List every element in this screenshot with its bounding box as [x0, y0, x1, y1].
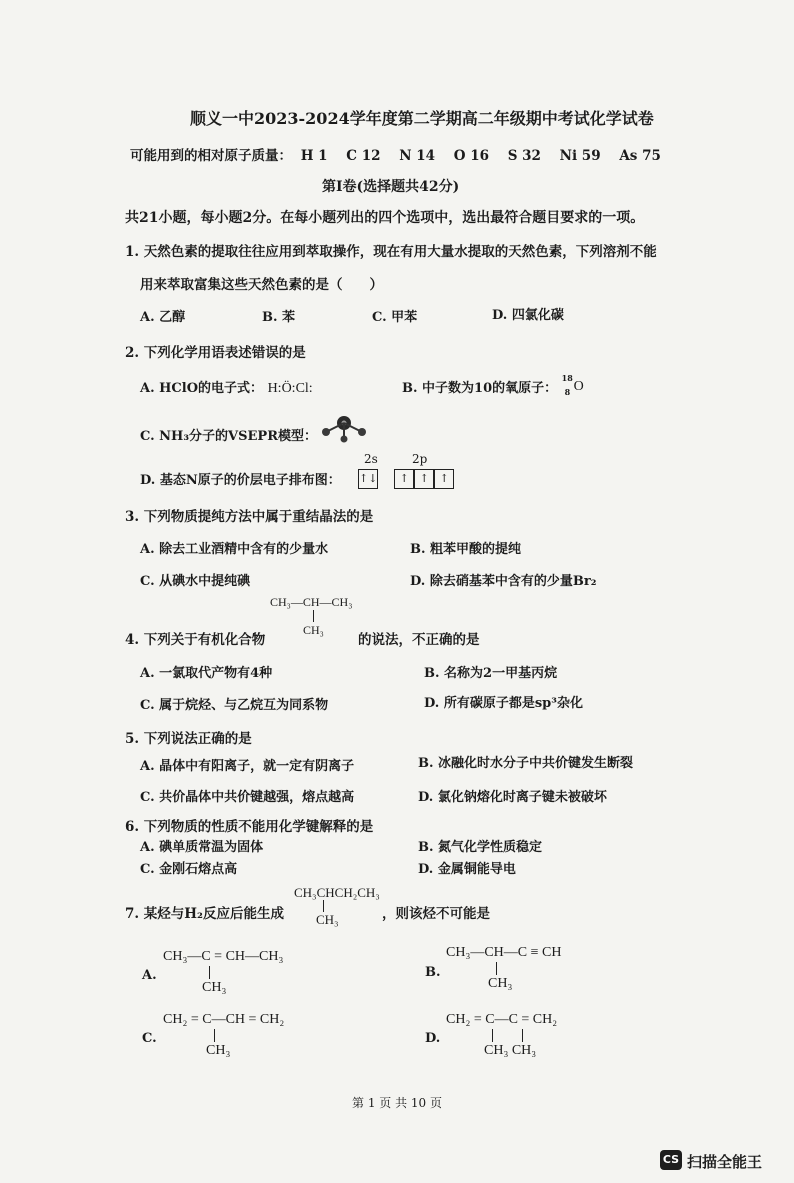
q4-stem-b: 的说法，不正确的是 [358, 632, 480, 648]
q5-option-a: A. 晶体中有阳离子，就一定有阴离子 [140, 759, 355, 774]
q4-option-b: B. 名称为2一甲基丙烷 [424, 666, 558, 681]
orbital-box-2p-2: ↑ [414, 469, 434, 489]
q1-line2: 用来萃取富集这些天然色素的是（ ） [140, 277, 383, 293]
q7-option-b-substituent: CH₃ [488, 976, 513, 991]
mass-ni: Ni 59 [559, 148, 601, 164]
q2-option-a [140, 377, 313, 397]
orbital-2s-label: 2s [364, 452, 378, 466]
q7-option-d-label: D. [425, 1031, 441, 1046]
orbital-box-2p-1: ↑ [394, 469, 414, 489]
q7-option-a-substituent: CH₃ [202, 980, 227, 995]
q2-option-b [402, 372, 588, 399]
q5-stem: 5. 下列说法正确的是 [125, 731, 252, 747]
atomic-masses [130, 144, 675, 164]
q1-option-a: A. 乙醇 [140, 310, 186, 325]
q7-option-b-label: B. [425, 965, 441, 980]
mass-c: C 12 [346, 148, 381, 164]
q2-option-b-label: B. 中子数为10的氧原子： [402, 381, 558, 396]
q7-option-d-structure: CH₂ = C—C = CH₂ [446, 1012, 558, 1027]
q7-option-d-substituents: CH₃ CH₃ [484, 1043, 537, 1058]
q5-option-d: D. 氯化钠熔化时离子键未被破坏 [418, 790, 607, 805]
q7-option-c-label: C. [142, 1031, 157, 1046]
q4-stem-a: 4. 下列关于有机化合物 [125, 632, 266, 648]
q7-stem-b: ，则该烃不可能是 [382, 906, 490, 922]
q7-option-b-structure: CH₃—CH—C ≡ CH [446, 945, 562, 960]
q6-option-d: D. 金属铜能导电 [418, 862, 516, 877]
page-number: 第 1 页 共 10 页 [352, 1096, 442, 1110]
q1-option-c: C. 甲苯 [372, 310, 418, 325]
q1-option-d: D. 四氯化碳 [492, 308, 564, 323]
q7-product-bond [323, 900, 324, 912]
camscanner-watermark: 扫描全能王 [687, 1153, 763, 1171]
q4-structure-top: CH₃—CH—CH₃ [270, 595, 353, 609]
q1-line1: 1. 天然色素的提取往往应用到萃取操作，现在有用大量水提取的天然色素，下列溶剂不能 [125, 244, 657, 260]
q7-option-b-bond [496, 962, 497, 975]
isotope-atomic-number: 8 [564, 386, 571, 397]
q7-option-a-bond [209, 966, 210, 979]
q6-option-c: C. 金刚石熔点高 [140, 862, 238, 877]
isotope-symbol: O [573, 378, 584, 394]
mass-h: H 1 [300, 148, 328, 164]
q6-stem: 6. 下列物质的性质不能用化学键解释的是 [125, 819, 374, 835]
q7-option-c-bond [214, 1029, 215, 1042]
q7-stem-a: 7. 某烃与H₂反应后能生成 [125, 906, 284, 922]
q2-stem: 2. 下列化学用语表述错误的是 [125, 345, 306, 361]
q7-option-d-bond-2 [522, 1029, 523, 1042]
orbital-2p-label: 2p [412, 452, 428, 466]
isotope-mass-number: 18 [561, 372, 573, 383]
q3-option-b: B. 粗苯甲酸的提纯 [410, 542, 522, 557]
q4-option-c: C. 属于烷烃、与乙烷互为同系物 [140, 698, 329, 713]
q2-option-d: D. 基态N原子的价层电子排布图： [140, 473, 341, 488]
q7-option-c-substituent: CH₃ [206, 1043, 231, 1058]
camscanner-logo-icon: CS [660, 1150, 682, 1170]
orbital-diagram [358, 468, 454, 489]
q4-option-a: A. 一氯取代产物有4种 [140, 666, 273, 681]
q2-option-a-label: A. HClO的电子式： [140, 381, 264, 396]
q4-option-d: D. 所有碳原子都是sp³杂化 [424, 696, 583, 711]
q1-option-b: B. 苯 [262, 310, 296, 325]
mass-o: O 16 [453, 148, 489, 164]
q3-stem: 3. 下列物质提纯方法中属于重结晶法的是 [125, 509, 374, 525]
q5-option-b: B. 冰融化时水分子中共价键发生断裂 [418, 756, 634, 771]
q7-option-d-bond-1 [492, 1029, 493, 1042]
q3-option-a: A. 除去工业酒精中含有的少量水 [140, 542, 329, 557]
q7-option-c-structure: CH₂ = C—CH = CH₂ [163, 1012, 285, 1027]
q7-product-bottom: CH₃ [316, 912, 339, 927]
q4-structure-bond [313, 610, 314, 622]
orbital-box-2p-3: ↑ [434, 469, 454, 489]
section-heading: 第I卷(选择题共42分) [322, 179, 460, 195]
mass-n: N 14 [399, 148, 436, 164]
q6-option-b: B. 氮气化学性质稳定 [418, 840, 543, 855]
q4-structure-bottom: CH₃ [303, 623, 324, 637]
q3-option-d: D. 除去硝基苯中含有的少量Br₂ [410, 574, 597, 589]
q3-option-c: C. 从碘水中提纯碘 [140, 574, 251, 589]
q5-option-c: C. 共价晶体中共价键越强，熔点越高 [140, 790, 355, 805]
hclo-electron-formula: H:Ö:Cl: [267, 381, 313, 396]
q2-option-c: C. NH₃分子的VSEPR模型： [140, 429, 317, 444]
mass-as: As 75 [619, 148, 661, 164]
orbital-box-2s: ↑↓ [358, 469, 378, 489]
nh3-vsepr-model-icon [318, 414, 370, 444]
q7-product-top: CH₃CHCH₂CH₃ [294, 885, 380, 900]
q7-option-a-structure: CH₃—C = CH—CH₃ [163, 949, 284, 964]
q7-option-a-label: A. [142, 968, 157, 983]
masses-label: 可能用到的相对原子质量： [130, 148, 292, 164]
mass-s: S 32 [507, 148, 541, 164]
q6-option-a: A. 碘单质常温为固体 [140, 840, 264, 855]
page-title: 顺义一中2023-2024学年度第二学期高二年级期中考试化学试卷 [190, 109, 654, 128]
instructions: 共21小题，每小题2分。在每小题列出的四个选项中，选出最符合题目要求的一项。 [125, 210, 645, 226]
oxygen-isotope [561, 372, 588, 399]
